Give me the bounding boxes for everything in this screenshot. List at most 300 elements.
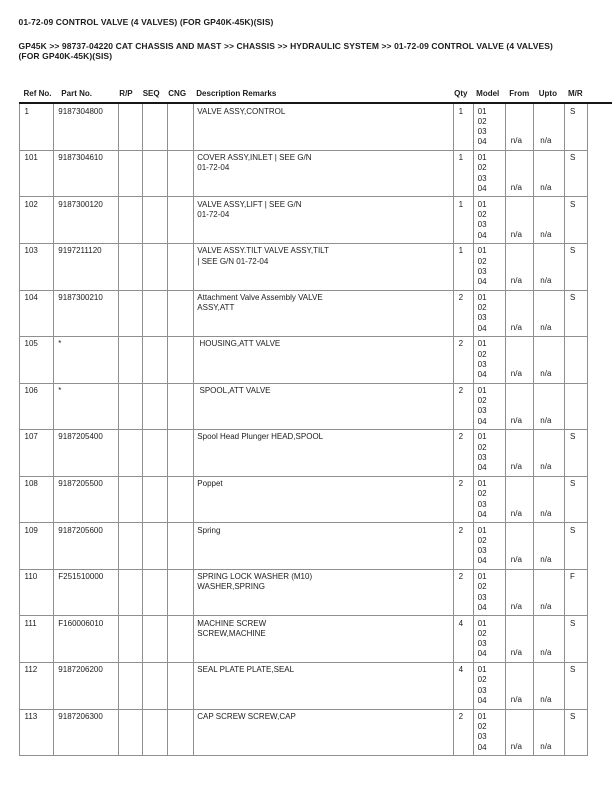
- model-cell-line: 03: [477, 453, 487, 462]
- part-no-cell: [54, 477, 119, 524]
- qty-cell-line: 1: [458, 246, 464, 256]
- mr-cell: [565, 616, 588, 663]
- ref-no-cell-line: 112: [24, 665, 38, 675]
- model-cell: [474, 616, 507, 663]
- model-cell-line: 02: [477, 349, 487, 359]
- rp-cell: [119, 710, 142, 757]
- mr-cell-line: S: [569, 665, 576, 675]
- mr-cell: [565, 337, 588, 384]
- model-cell-line: 02: [477, 721, 487, 731]
- mr-cell-line: S: [569, 618, 576, 628]
- mr-cell-line: S: [569, 292, 576, 302]
- model-cell: [474, 337, 507, 384]
- model-cell-line: 03: [477, 173, 487, 183]
- model-cell-line: 04: [477, 509, 487, 519]
- cng-cell: [168, 570, 194, 617]
- ref-no-cell-line: 103: [24, 246, 38, 256]
- ref-no-cell: [20, 570, 55, 617]
- model-cell-line: 01: [477, 572, 487, 582]
- description-cell-line: SEAL PLATE PLATE,SEAL: [197, 665, 295, 675]
- cng-cell: [168, 430, 194, 477]
- qty-cell: [454, 244, 474, 291]
- seq-cell: [143, 197, 169, 244]
- ref-no-cell-line: 110: [24, 572, 38, 582]
- model-cell-line: 01: [477, 525, 487, 535]
- model-cell-line: 04: [477, 370, 487, 380]
- model-cell-line: 02: [477, 303, 487, 313]
- model-cell-line: 04: [477, 649, 487, 659]
- from-cell: [506, 337, 534, 384]
- from-cell-line: n/a: [510, 415, 522, 425]
- description-cell: [194, 104, 453, 151]
- from-cell-line: n/a: [510, 276, 522, 286]
- from-cell: [506, 477, 534, 524]
- mr-cell-line: S: [569, 199, 576, 209]
- qty-cell: [454, 523, 474, 570]
- upto-cell-line: n/a: [540, 369, 552, 379]
- qty-cell: [454, 616, 474, 663]
- model-cell-line: 03: [477, 592, 487, 602]
- description-cell: [194, 477, 453, 524]
- qty-cell-line: 4: [458, 665, 464, 675]
- model-cell-line: 04: [477, 742, 487, 752]
- model-cell: [474, 291, 507, 338]
- upto-cell-line: n/a: [540, 415, 552, 425]
- model-cell-line: 01: [477, 618, 487, 628]
- qty-cell-line: 2: [458, 525, 464, 535]
- qty-cell: [454, 384, 474, 431]
- description-cell-line: Poppet: [197, 478, 223, 488]
- description-cell: [194, 291, 453, 338]
- description-cell: [194, 384, 453, 431]
- ref-no-cell-line: 109: [24, 525, 38, 535]
- qty-cell: [454, 197, 474, 244]
- model-cell-line: 04: [477, 184, 487, 194]
- from-cell: [506, 151, 534, 198]
- part-no-cell-line: 9187205500: [58, 478, 103, 488]
- column-header-mr: M/R: [567, 89, 583, 98]
- cng-cell: [168, 384, 194, 431]
- description-cell-line: SCREW,MACHINE: [197, 628, 266, 638]
- rp-cell: [119, 663, 142, 710]
- cng-cell: [168, 197, 194, 244]
- part-no-cell-line: *: [58, 339, 62, 349]
- qty-cell-line: 2: [458, 292, 464, 302]
- description-cell-line: 01-72-04: [197, 209, 230, 219]
- table-row: [20, 710, 588, 757]
- cng-cell: [168, 337, 194, 384]
- qty-cell-line: 1: [458, 199, 464, 209]
- model-cell-line: 01: [477, 199, 487, 209]
- seq-cell: [143, 477, 169, 524]
- cng-cell: [168, 616, 194, 663]
- from-cell-line: n/a: [510, 369, 522, 379]
- description-cell: [194, 151, 453, 198]
- part-no-cell: [54, 384, 119, 431]
- upto-cell: [534, 477, 565, 524]
- model-cell-line: 01: [477, 339, 487, 349]
- from-cell-line: n/a: [510, 555, 522, 565]
- part-no-cell-line: F160006010: [58, 618, 104, 628]
- rp-cell: [119, 337, 142, 384]
- model-cell-line: 04: [477, 556, 487, 566]
- seq-cell: [143, 244, 169, 291]
- from-cell-line: n/a: [510, 229, 522, 239]
- qty-cell-line: 2: [458, 711, 464, 721]
- description-cell-line: | SEE G/N 01-72-04: [197, 256, 269, 266]
- mr-cell-line: S: [569, 478, 576, 488]
- model-cell-line: 01: [477, 432, 487, 442]
- description-cell-line: VALVE ASSY,CONTROL: [197, 106, 286, 116]
- model-cell-line: 03: [477, 499, 487, 509]
- ref-no-cell-line: 101: [24, 153, 38, 163]
- qty-cell-line: 2: [458, 339, 464, 349]
- ref-no-cell: [20, 710, 55, 757]
- description-cell-line: Attachment Valve Assembly VALVE: [197, 292, 323, 302]
- description-cell-line: MACHINE SCREW: [197, 618, 267, 628]
- mr-cell-line: F: [569, 572, 575, 582]
- column-header-seq: SEQ: [142, 89, 160, 98]
- description-cell: [194, 430, 453, 477]
- from-cell: [506, 244, 534, 291]
- mr-cell: [565, 244, 588, 291]
- rp-cell: [119, 151, 142, 198]
- mr-cell: [565, 477, 588, 524]
- model-cell-line: 04: [477, 230, 487, 240]
- model-cell: [474, 663, 507, 710]
- seq-cell: [143, 616, 169, 663]
- part-no-cell-line: 9187206300: [58, 711, 103, 721]
- qty-cell-line: 1: [458, 153, 464, 163]
- rp-cell: [119, 616, 142, 663]
- upto-cell: [534, 430, 565, 477]
- upto-cell: [534, 244, 565, 291]
- mr-cell-line: S: [569, 432, 576, 442]
- description-cell: [194, 523, 453, 570]
- from-cell-line: n/a: [510, 322, 522, 332]
- from-cell-line: n/a: [510, 648, 522, 658]
- model-cell: [474, 197, 507, 244]
- table-row: [20, 291, 588, 338]
- upto-cell-line: n/a: [540, 695, 552, 705]
- ref-no-cell: [20, 291, 55, 338]
- part-no-cell: [54, 291, 119, 338]
- part-no-cell: [54, 244, 119, 291]
- part-no-cell-line: 9187206200: [58, 665, 103, 675]
- qty-cell: [454, 710, 474, 757]
- upto-cell: [534, 197, 565, 244]
- model-cell-line: 04: [477, 463, 487, 473]
- ref-no-cell-line: 104: [24, 292, 38, 302]
- rp-cell: [119, 197, 142, 244]
- from-cell: [506, 523, 534, 570]
- ref-no-cell: [20, 244, 55, 291]
- from-cell: [506, 291, 534, 338]
- upto-cell: [534, 710, 565, 757]
- model-cell: [474, 710, 507, 757]
- from-cell: [506, 104, 534, 151]
- rp-cell: [119, 523, 142, 570]
- model-cell-line: 04: [477, 137, 487, 147]
- mr-cell: [565, 151, 588, 198]
- breadcrumb: [19, 41, 597, 61]
- upto-cell: [534, 616, 565, 663]
- column-header-model: Model: [476, 89, 500, 98]
- table-row: [20, 151, 588, 198]
- qty-cell-line: 2: [458, 385, 464, 395]
- model-cell-line: 02: [477, 489, 487, 499]
- table-row: [20, 570, 588, 617]
- column-header-part-no: Part No.: [61, 89, 92, 98]
- mr-cell: [565, 710, 588, 757]
- from-cell-line: n/a: [510, 462, 522, 472]
- part-no-cell-line: 9197211120: [58, 246, 102, 256]
- ref-no-cell-line: 1: [24, 106, 29, 116]
- model-cell-line: 02: [477, 675, 487, 685]
- mr-cell: [565, 663, 588, 710]
- table-row: [20, 197, 588, 244]
- part-no-cell-line: F251510000: [58, 572, 104, 582]
- table-body: [19, 104, 588, 756]
- qty-cell-line: 2: [458, 432, 464, 442]
- mr-cell-line: S: [569, 246, 576, 256]
- part-no-cell-line: 9187304610: [58, 153, 103, 163]
- model-cell-line: 04: [477, 602, 487, 612]
- mr-cell-line: S: [569, 153, 576, 163]
- table-row: [20, 523, 588, 570]
- part-no-cell: [54, 570, 119, 617]
- description-cell-line: WASHER,SPRING: [197, 582, 265, 592]
- ref-no-cell-line: 106: [24, 385, 38, 395]
- mr-cell-line: S: [569, 525, 576, 535]
- model-cell-line: 03: [477, 732, 487, 742]
- part-no-cell-line: 9187205400: [58, 432, 103, 442]
- qty-cell: [454, 430, 474, 477]
- ref-no-cell: [20, 384, 55, 431]
- from-cell-line: n/a: [510, 508, 522, 518]
- description-cell-line: 01-72-04: [197, 163, 230, 173]
- upto-cell-line: n/a: [540, 462, 552, 472]
- model-cell: [474, 244, 507, 291]
- part-no-cell: [54, 523, 119, 570]
- column-header-ref-no: Ref No.: [23, 89, 52, 98]
- description-cell-line: ASSY,ATT: [197, 303, 235, 313]
- part-no-cell-line: 9187304800: [58, 106, 103, 116]
- description-cell: [194, 337, 453, 384]
- rp-cell: [119, 244, 142, 291]
- from-cell-line: n/a: [510, 183, 522, 192]
- rp-cell: [119, 477, 142, 524]
- ref-no-cell: [20, 337, 55, 384]
- model-cell-line: 02: [477, 628, 487, 638]
- description-cell: [194, 197, 453, 244]
- upto-cell-line: n/a: [540, 229, 552, 239]
- page-title: 01-72-09 CONTROL VALVE (4 VALVES) (FOR GP40K-45K)(SIS): [18, 17, 274, 27]
- qty-cell-line: 2: [458, 572, 464, 582]
- qty-cell: [454, 337, 474, 384]
- upto-cell: [534, 663, 565, 710]
- table-row: [20, 430, 588, 477]
- upto-cell: [534, 523, 565, 570]
- upto-cell: [534, 337, 565, 384]
- qty-cell: [454, 151, 474, 198]
- rp-cell: [119, 291, 142, 338]
- upto-cell: [534, 291, 565, 338]
- model-cell-line: 02: [477, 116, 487, 126]
- part-no-cell: [54, 337, 119, 384]
- seq-cell: [143, 710, 169, 757]
- mr-cell: [565, 291, 588, 338]
- upto-cell-line: n/a: [540, 136, 552, 146]
- part-no-cell-line: *: [58, 385, 62, 395]
- ref-no-cell-line: 107: [24, 432, 38, 442]
- qty-cell-line: 4: [458, 618, 464, 628]
- description-cell-line: Spring: [197, 525, 221, 535]
- cng-cell: [168, 104, 194, 151]
- table-row: [20, 616, 588, 663]
- cng-cell: [168, 523, 194, 570]
- ref-no-cell: [20, 197, 55, 244]
- ref-no-cell: [20, 430, 55, 477]
- part-no-cell: [54, 430, 119, 477]
- model-cell-line: 04: [477, 696, 487, 706]
- model-cell: [474, 523, 507, 570]
- model-cell: [474, 570, 507, 617]
- upto-cell-line: n/a: [540, 741, 552, 751]
- from-cell-line: n/a: [510, 695, 522, 705]
- model-cell-line: 01: [477, 711, 487, 721]
- from-cell: [506, 430, 534, 477]
- model-cell-line: 01: [477, 246, 487, 256]
- model-cell-line: 02: [477, 535, 487, 545]
- upto-cell-line: n/a: [540, 601, 552, 611]
- column-header-description: Description Remarks: [196, 89, 277, 98]
- part-no-cell: [54, 616, 119, 663]
- upto-cell-line: n/a: [540, 648, 552, 658]
- upto-cell-line: n/a: [540, 322, 552, 332]
- model-cell-line: 03: [477, 685, 487, 695]
- model-cell-line: 02: [477, 163, 487, 173]
- part-no-cell: [54, 104, 119, 151]
- mr-cell: [565, 430, 588, 477]
- breadcrumb-line-1: GP45K >> 98737-04220 CAT CHASSIS AND MAST >> CHASSIS >> HYDRAULIC SYSTEM >> 01-72-09 CONTROL VALVE (4 VALVES): [18, 41, 553, 51]
- ref-no-cell: [20, 663, 55, 710]
- upto-cell: [534, 104, 565, 151]
- seq-cell: [143, 151, 169, 198]
- column-header-rp: R/P: [119, 89, 133, 98]
- mr-cell: [565, 197, 588, 244]
- upto-cell: [534, 570, 565, 617]
- ref-no-cell-line: 111: [24, 618, 37, 628]
- description-cell-line: Spool Head Plunger HEAD,SPOOL: [197, 432, 324, 442]
- column-header-qty: Qty: [454, 89, 468, 98]
- model-cell-line: 02: [477, 396, 487, 406]
- mr-cell-line: S: [569, 106, 576, 116]
- table-row: [20, 104, 588, 151]
- mr-cell: [565, 570, 588, 617]
- upto-cell-line: n/a: [540, 183, 552, 192]
- ref-no-cell: [20, 616, 55, 663]
- mr-cell: [565, 384, 588, 431]
- model-cell-line: 02: [477, 582, 487, 592]
- upto-cell-line: n/a: [540, 555, 552, 565]
- qty-cell: [454, 477, 474, 524]
- part-no-cell: [54, 663, 119, 710]
- description-cell: [194, 710, 453, 757]
- mr-cell: [565, 523, 588, 570]
- seq-cell: [143, 104, 169, 151]
- upto-cell-line: n/a: [540, 508, 552, 518]
- table-row: [20, 477, 588, 524]
- description-cell-line: VALVE ASSY.TILT VALVE ASSY,TILT: [197, 246, 329, 256]
- cng-cell: [168, 244, 194, 291]
- model-cell-line: 03: [477, 639, 487, 649]
- model-cell-line: 03: [477, 406, 487, 416]
- table-row: [20, 663, 588, 710]
- rp-cell: [119, 104, 142, 151]
- rp-cell: [119, 430, 142, 477]
- description-cell-line: VALVE ASSY,LIFT | SEE G/N: [197, 199, 302, 209]
- description-cell-line: SPRING LOCK WASHER (M10): [197, 572, 313, 582]
- from-cell: [506, 197, 534, 244]
- model-cell-line: 04: [477, 277, 487, 287]
- model-cell-line: 01: [477, 292, 487, 302]
- ref-no-cell: [20, 151, 55, 198]
- description-cell-line: CAP SCREW SCREW,CAP: [197, 711, 296, 721]
- model-cell-line: 03: [477, 546, 487, 556]
- seq-cell: [143, 663, 169, 710]
- qty-cell: [454, 104, 474, 151]
- seq-cell: [143, 523, 169, 570]
- model-cell: [474, 384, 507, 431]
- from-cell-line: n/a: [510, 741, 522, 751]
- part-no-cell: [54, 151, 119, 198]
- model-cell-line: 04: [477, 416, 487, 426]
- seq-cell: [143, 570, 169, 617]
- upto-cell: [534, 151, 565, 198]
- description-cell-line: SPOOL,ATT VALVE: [197, 385, 271, 395]
- model-cell-line: 01: [477, 153, 487, 163]
- model-cell-line: 01: [477, 106, 487, 116]
- model-cell-line: 01: [477, 478, 487, 488]
- cng-cell: [168, 291, 194, 338]
- ref-no-cell: [20, 104, 55, 151]
- qty-cell: [454, 291, 474, 338]
- mr-cell-line: S: [569, 711, 576, 721]
- ref-no-cell: [20, 477, 55, 524]
- description-cell: [194, 570, 453, 617]
- table-row: [20, 244, 588, 291]
- cng-cell: [168, 663, 194, 710]
- part-no-cell: [54, 197, 119, 244]
- seq-cell: [143, 384, 169, 431]
- rp-cell: [119, 384, 142, 431]
- from-cell: [506, 570, 534, 617]
- model-cell-line: 01: [477, 385, 487, 395]
- qty-cell-line: 1: [458, 106, 464, 116]
- qty-cell: [454, 570, 474, 617]
- model-cell-line: 02: [477, 442, 487, 452]
- column-header-from: From: [509, 89, 530, 98]
- model-cell: [474, 104, 507, 151]
- cng-cell: [168, 710, 194, 757]
- seq-cell: [143, 337, 169, 384]
- model-cell-line: 03: [477, 220, 487, 230]
- model-cell-line: 03: [477, 359, 487, 369]
- mr-cell: [565, 104, 588, 151]
- breadcrumb-line-2: (FOR GP40K-45K)(SIS): [18, 51, 113, 61]
- model-cell-line: 04: [477, 323, 487, 333]
